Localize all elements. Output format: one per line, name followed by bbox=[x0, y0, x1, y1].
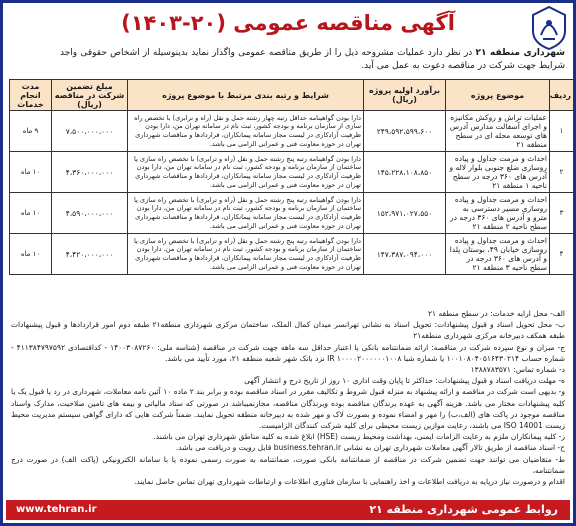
row-number: ۱ bbox=[550, 111, 574, 152]
website-link[interactable]: www.tehran.ir bbox=[16, 504, 97, 515]
note-location: الف- محل ارایه خدمات: در سطح منطقه ۲۱ bbox=[428, 309, 565, 318]
project-estimate: ۱۴۵،۲۲۸،۱۰۸،۸۵۰ bbox=[364, 152, 446, 193]
intro-text: در نظر دارد عملیات مشروحه ذیل را از طریق مناقصه عمومی واگذار نماید بدینوسیله از اشخاص حقوقی واجد شرایط جهت شرکت در مناقصه دعوت به عمل می آید. bbox=[60, 48, 565, 71]
tender-table bbox=[9, 79, 574, 275]
tehran-municipality-logo-icon bbox=[529, 5, 569, 51]
public-relations-label: روابط عمومی شهرداری منطقه ۲۱ bbox=[369, 503, 558, 516]
note-hse: ز- کلیه پیمانکاران ملزم به رعایت الزامات ایمنی، بهداشت ومحیط زیست (HSE) ابلاغ شده به کلیه مناطق شهرداری تهران می باشند. bbox=[153, 432, 565, 442]
project-estimate: ۱۴۷،۳۸۷،۰۹۴،۰۰۰ bbox=[364, 234, 446, 275]
header-row-no: ردیف bbox=[550, 80, 574, 111]
intro-org: شهرداری منطقه ۲۱ bbox=[475, 48, 565, 58]
guarantee-amount: ۷،۵۰۰،۰۰۰،۰۰۰ bbox=[52, 111, 128, 152]
table-row bbox=[10, 111, 574, 152]
project-subject: احداث و مرمت جداول و پیاده روسازی خیابان ۴۹، بوستان پلدا و آدرس های ۳۶۰ درجه در سطح ناحیه ۳ منطقه ۲۱ bbox=[446, 234, 550, 275]
table-row bbox=[10, 152, 574, 193]
note-deadline: ه- مهلت دریافت اسناد و قبول پیشنهادات: حداکثر تا پایان وقت اداری ۱۰ روز از تاریخ درج و انتشار آگهی bbox=[244, 376, 565, 386]
guarantee-amount: ۴،۵۹۰،۰۰۰،۰۰۰ bbox=[52, 193, 128, 234]
note-terms: و- بدیهی است شرکت در مناقصه و ارائه پیشنهاد به منزله قبول شروط و تکالیف مقرر در اسناد مناقصه بوده و برابر بند ۲ ماده ۱۰ آئین نامه معاملات، شهرداری در رد یا قبول یک یا کلیه پیشنهادات مختار می باشد. هزینه آگهی به عهده برندگان مناقصه بوده وبرندگان مناقصه، مجازنمیباشد در صورتی که ستاد مالیاتی و بیمه های تامین صلاحیت، مدارک واسناد مناقصه موجود در پاکت های (الف،ب) را مهر و امضاء نموده و بصورت لاک و مهر شده به دبیرخانه منطقه تحویل نمایند. ضمناً شرکت هایی که دارای گواهی سیستم مدیریت محیط زیست ISO 14001 می باشند، رعایت موازین زیست محیطی برای کلیه شرکت کنندگان الزامیست. bbox=[11, 387, 565, 431]
guarantee-amount: ۴،۴۲۰،۰۰۰،۰۰۰ bbox=[52, 234, 128, 275]
note-phone: د- شماره تماس: ۱۳۸۸۷۸۳۵۷۱ bbox=[470, 365, 565, 375]
header-conditions: شرایط و رتبه بندی مرتبط با موضوع پروژه bbox=[128, 80, 364, 111]
table-row bbox=[10, 193, 574, 234]
project-subject: عملیات تراش و روکش مکانیزه و اجرای آسفالت مدارس آدرس های توسعه محله ای در سطح منطقه ۲۱ bbox=[446, 111, 550, 152]
note-guarantee: ط- متقاضیان می توانند جهت تضمین شرکت در مناقصه از ضمانتنامه بانکی صورت، ضمانتنامه به صورت رسمی نموده یا با سامانه الکترونیکی (پاکت الف) در صورت درج ضمانتنامه، bbox=[11, 454, 565, 475]
row-number: ۴ bbox=[550, 234, 574, 275]
project-subject: احداث و مرمت جداول و پیاده روسازی مسیر دسترسی به مترو و آدرس های ۳۶۰ درجه در سطح ناحیه ۲ منطقه ۲۱ bbox=[446, 193, 550, 234]
note-deposit: ج- میزان و نوع سپرده شرکت در مناقصه: ارائه ضمانتنامه بانکی یا اعتبار حداقل سه ماهه جهت شرکت در مناقصه (شناسه ملی: ۱۴۰۰۳۰۸۷۲۶۰ - کداقتصادی ۴۱۱۳۸۴۷۹۷۵۹۲ - شماره حساب ۱۰۰۱۰۸۰۴۰۵۱۶۴۳۰۲۱۴ یا شماره شبا IR ۱۰۰۰۰۲۰۰۰۰۰۰۱۰۰۸ نزد بانک شهر شعبه منطقه ۲۱، مورد تأیید می باشد. bbox=[11, 342, 565, 363]
service-duration: ۱۰ ماه bbox=[10, 152, 52, 193]
notes-section bbox=[11, 308, 565, 487]
footer-bar bbox=[6, 500, 570, 520]
header-duration: مدت انجام خدمات bbox=[10, 80, 52, 111]
service-duration: ۱۰ ماه bbox=[10, 193, 52, 234]
note-contact: اقدام و درصورت نیاز درپایه به دریافت اطلاعات و اخذ راهنمایی با سازمان فناوری اطلاعات و ارتباطات شهرداری تهران تماس حاصل نمایند. bbox=[133, 477, 565, 487]
row-number: ۳ bbox=[550, 193, 574, 234]
note-documents: ح- اسناد مناقصه از طریق تالار آگهی معاملات شهرداری تهران به نشانی business.tehran.ir قابل رویت و دریافت می باشد. bbox=[175, 443, 565, 453]
header-guarantee: مبلغ تضمین شرکت در مناقصه (ریال) bbox=[52, 80, 128, 111]
project-conditions: دارا بودن گواهینامه رتبه پنج رشته حمل و نقل (راه و ترابری) با تخصص راه سازی یا ساختمان از سازمان برنامه و بودجه کشور، ثبت نام در سامانه تهران من، دارا بودن ظرفیت آزادکاری در لیست مجاز سامانه پیمانکاران، قراردادها و مناقصات شهرداری تهران در حوزه معاونت فنی و عمرانی الزامی می باشد. bbox=[128, 234, 364, 275]
row-number: ۲ bbox=[550, 152, 574, 193]
notice-title: آگهی مناقصه عمومی (۲۰-۱۴۰۳) bbox=[121, 11, 455, 35]
project-estimate: ۱۵۲،۹۷۱،۰۲۷،۵۵۰ bbox=[364, 193, 446, 234]
project-conditions: دارا بودن گواهینامه رتبه پنج رشته حمل و نقل (راه و ترابری) با تخصص راه سازی یا ساختمان از سازمان برنامه و بودجه کشور، ثبت نام در سامانه تهران من، دارا بودن ظرفیت آزادکاری در لیست مجاز سامانه پیمانکاران، قراردادها و مناقصات شهرداری تهران در حوزه معاونت فنی و عمرانی الزامی می باشد. bbox=[128, 152, 364, 193]
table-row bbox=[10, 234, 574, 275]
service-duration: ۹ ماه bbox=[10, 111, 52, 152]
header-estimate: برآورد اولیه پروژه (ریال) bbox=[364, 80, 446, 111]
guarantee-amount: ۴،۳۶۰،۰۰۰،۰۰۰ bbox=[52, 152, 128, 193]
project-estimate: ۲۴۹،۵۹۲،۵۹۹،۶۰۰ bbox=[364, 111, 446, 152]
project-subject: احداث و مرمت جداول و پیاده روسازی ضلع جنوبی بلوار لاله و آدرس های ۳۶۰ درجه در سطح ناحیه ۱ منطقه ۲۱ bbox=[446, 152, 550, 193]
table-header-row bbox=[10, 80, 574, 111]
service-duration: ۱۰ ماه bbox=[10, 234, 52, 275]
project-conditions: دارا بودن گواهینامه حداقل رتبه چهار رشته حمل و نقل (راه و ترابری) با تخصص راه سازی از سازمان برنامه و بودجه کشور، ثبت نام در سامانه تهران من، دارا بودن ظرفیت آزادکاری در لیست مجاز سامانه پیمانکاران، قراردادها و مناقصات شهرداری تهران در حوزه معاونت فنی و عمرانی الزامی می باشد. bbox=[128, 111, 364, 152]
intro-paragraph bbox=[60, 47, 565, 73]
project-conditions: دارا بودن گواهینامه رتبه پنج رشته حمل و نقل (راه و ترابری) با تخصص راه سازی یا ساختمان از سازمان برنامه و بودجه کشور، ثبت نام در سامانه تهران من، دارا بودن ظرفیت آزادکاری در لیست مجاز سامانه پیمانکاران، قراردادها و مناقصات شهرداری تهران در حوزه معاونت فنی و عمرانی الزامی می باشد. bbox=[128, 193, 364, 234]
note-delivery-place: ب- محل تحویل اسناد و قبول پیشنهادات: تحویل اسناد به نشانی تهرانسر میدان کمال الملک، ساختمان مرکزی شهرداری منطقه۲۱ طبقه دوم امور قراردادها و قبول پیشنهادات طبقه همکف دبیرخانه مرکزی شهرداری منطقه۲۱ bbox=[11, 320, 566, 341]
header-subject: موضوع پروژه bbox=[446, 80, 550, 111]
